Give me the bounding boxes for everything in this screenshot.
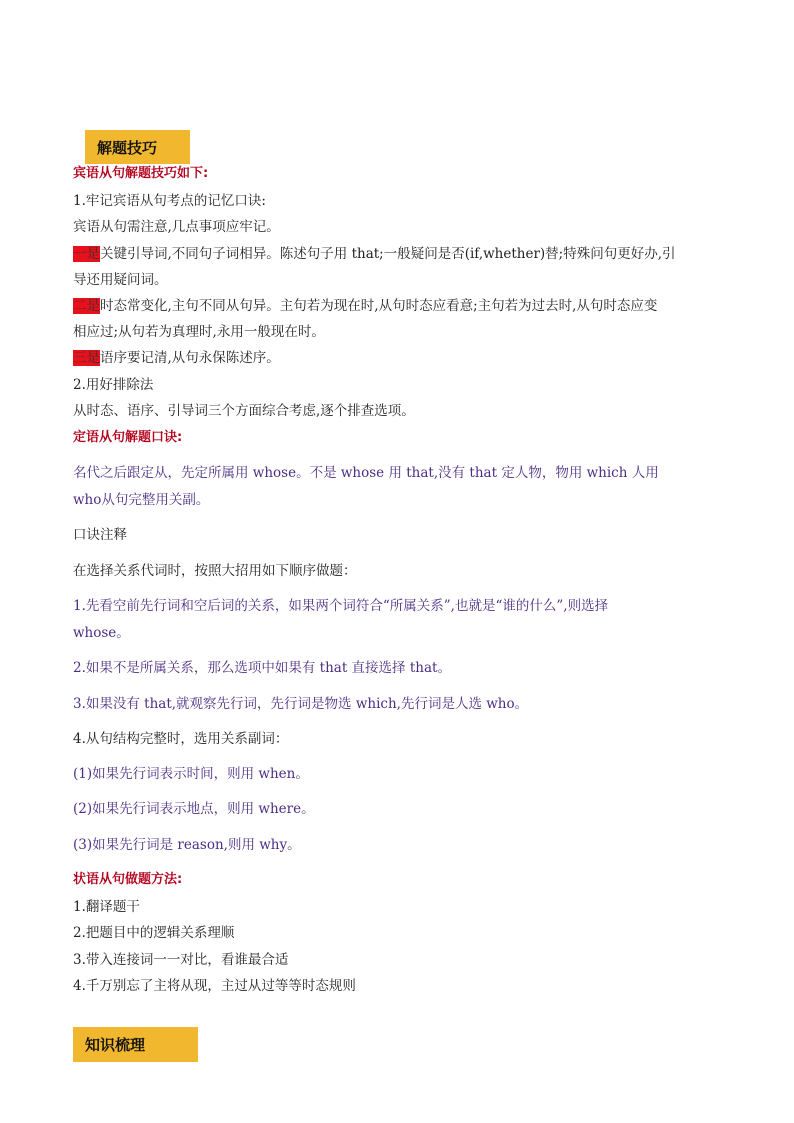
highlight-mark: 二是 (73, 298, 100, 314)
section-banner-knowledge (73, 1027, 198, 1062)
banner-title: 知识梳理 (85, 1036, 146, 1054)
object-clause-title: 宾语从句解题技巧如下: (73, 166, 209, 181)
text-line (73, 296, 657, 316)
text-line (73, 348, 280, 368)
banner-title: 解题技巧 (97, 138, 158, 157)
text-line: 1.先看空前先行词和空后词的关系，如果两个词符合“所属关系”,也就是“谁的什么”,则选择 (73, 598, 609, 614)
text-line: whose。 (73, 625, 130, 641)
text-line: 名代之后跟定从，先定所属用 whose。不是 whose 用 that,没有 that 定人物，物用 which 人用 (73, 465, 659, 481)
attributive-clause-title: 定语从句解题口诀: (73, 430, 183, 445)
text-line: 1.牢记宾语从句考点的记忆口诀: (73, 193, 266, 209)
text-span: 语序要记清,从句永保陈述序。 (100, 350, 280, 366)
text-line: 2.如果不是所属关系，那么选项中如果有 that 直接选择 that。 (73, 660, 451, 676)
text-line: 4.从句结构完整时，选用关系副词： (73, 731, 289, 747)
text-span: 时态常变化,主句不同从句异。主句若为现在时,从句时态应看意;主句若为过去时,从句时态应变 (100, 298, 658, 314)
text-line: (3)如果先行词是 reason,则用 why。 (73, 837, 301, 853)
text-line: (2)如果先行词表示地点，则用 where。 (73, 801, 315, 817)
text-line (73, 244, 676, 264)
text-line: 1.翻译题干 (73, 899, 140, 915)
text-line: 宾语从句需注意,几点事项应牢记。 (73, 219, 280, 235)
highlight-mark: 一是 (73, 246, 100, 262)
text-line: 在选择关系代词时，按照大招用如下顺序做题： (73, 563, 357, 579)
text-line: 4.千万别忘了主将从现，主过从过等等时态规则 (73, 978, 356, 994)
text-line: 相应过;从句若为真理时,永用一般现在时。 (73, 324, 325, 340)
highlight-mark: 三是 (73, 350, 100, 366)
text-span: 关键引导词,不同句子词相异。陈述句子用 that;一般疑问是否(if,whether)替;特殊问句更好办,引 (100, 246, 676, 262)
adverbial-clause-title: 状语从句做题方法: (73, 872, 183, 887)
text-line: (1)如果先行词表示时间，则用 when。 (73, 766, 309, 782)
section-banner-tips (85, 130, 190, 164)
text-line: 从时态、语序、引导词三个方面综合考虑,逐个排查选项。 (73, 403, 415, 419)
text-line: 导还用疑问词。 (73, 272, 168, 288)
text-line: 2.把题目中的逻辑关系理顺 (73, 925, 235, 941)
text-line: 口诀注释 (73, 527, 127, 543)
text-line: 2.用好排除法 (73, 377, 154, 393)
text-line: 3.如果没有 that,就观察先行词，先行词是物选 which,先行词是人选 who。 (73, 696, 529, 712)
text-line: who从句完整用关副。 (73, 492, 210, 508)
text-line: 3.带入连接词一一对比，看谁最合适 (73, 952, 289, 968)
